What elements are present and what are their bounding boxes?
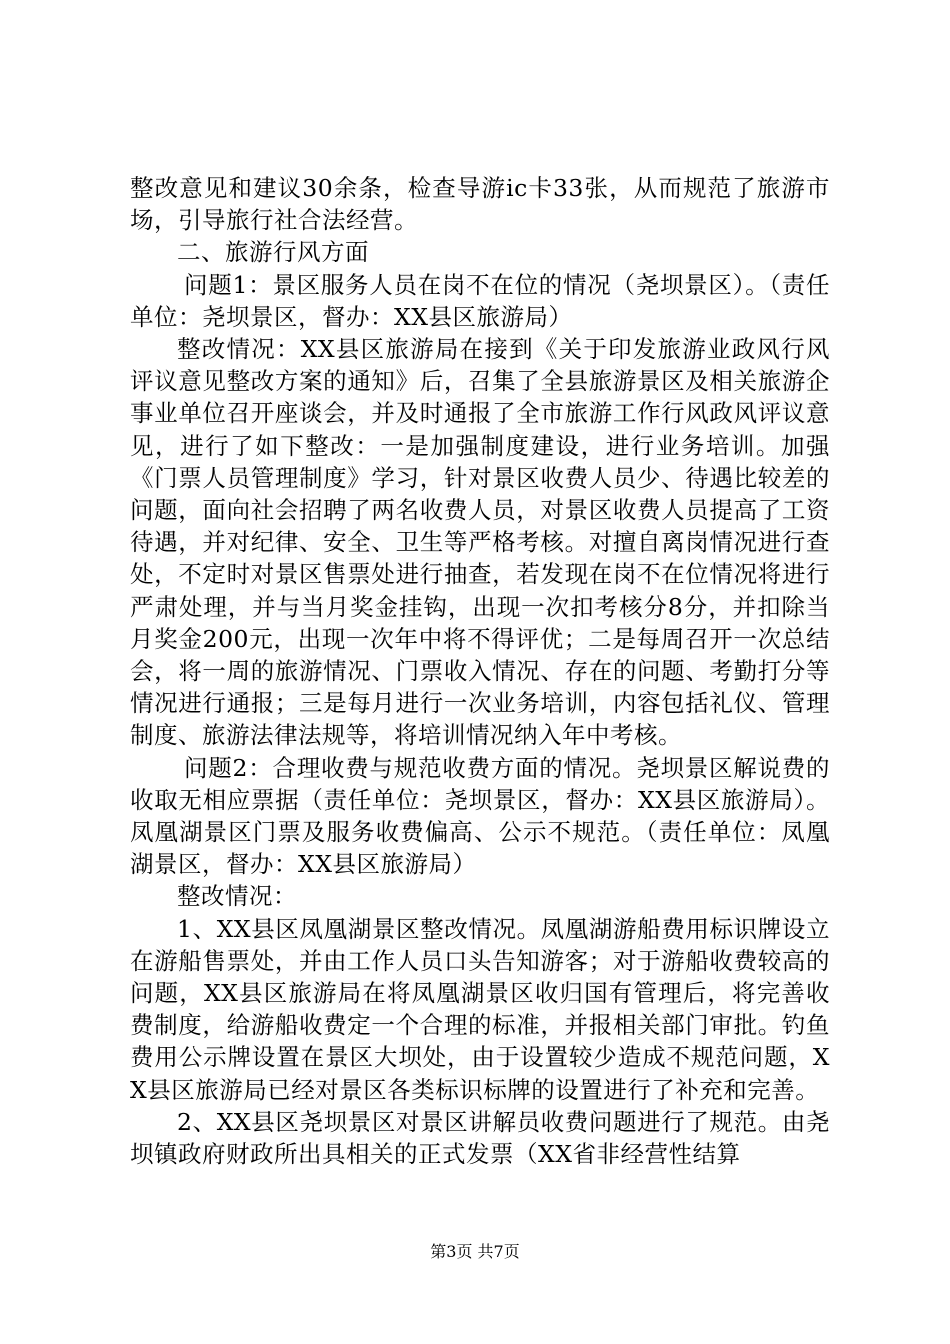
paragraph-item-1: 1、XX县区凤凰湖景区整改情况。凤凰湖游船费用标识牌设立在游船售票处，并由工作人员口头告知游客；对于游船收费较高的问题，XX县区旅游局在将凤凰湖景区收归国有管理后，将完善收费制度，给游船收费定一个合理的标准，并报相关部门审批。钓鱼费用公示牌设置在景区大坝处，由于设置较少造成不规范问题，XX县区旅游局已经对景区各类标识标牌的设置进行了补充和完善。 (130, 914, 830, 1104)
paragraph-issue-1: 问题1：景区服务人员在岗不在位的情况（尧坝景区）。（责任单位：尧坝景区，督办：XX县区旅游局） (130, 270, 830, 331)
paragraph-rectification-1: 整改情况：XX县区旅游局在接到《关于印发旅游业政风行风评议意见整改方案的通知》后，召集了全县旅游景区及相关旅游企事业单位召开座谈会，并及时通报了全市旅游工作行风政风评议意见，进行了如下整改：一是加强制度建设，进行业务培训。加强《门票人员管理制度》学习，针对景区收费人员少、待遇比较差的问题，面向社会招聘了两名收费人员，对景区收费人员提高了工资待遇，并对纪律、安全、卫生等严格考核。对擅自离岗情况进行查处，不定时对景区售票处进行抽查，若发现在岗不在位情况将进行严肃处理，并与当月奖金挂钩，出现一次扣考核分8分，并扣除当月奖金200元，出现一次年中将不得评优；二是每周召开一次总结会，将一周的旅游情况、门票收入情况、存在的问题、考勤打分等情况进行通报；三是每月进行一次业务培训，内容包括礼仪、管理制度、旅游法律法规等，将培训情况纳入年中考核。 (130, 335, 830, 750)
paragraph-item-2: 2、XX县区尧坝景区对景区讲解员收费问题进行了规范。由尧坝镇政府财政所出具相关的正式发票（XX省非经营性结算 (130, 1107, 830, 1169)
page-footer: 第3页 共7页 (430, 1242, 520, 1261)
section-heading: 二、旅游行风方面 (177, 238, 369, 267)
paragraph-rectification-heading: 整改情况： (177, 882, 297, 911)
document-page (130, 172, 830, 1170)
paragraph-issue-2: 问题2：合理收费与规范收费方面的情况。尧坝景区解说费的收取无相应票据（责任单位：尧坝景区，督办：XX县区旅游局）。凤凰湖景区门票及服务收费偏高、公示不规范。（责任单位：凤凰湖景区，督办：XX县区旅游局） (130, 753, 830, 879)
paragraph-continuation: 整改意见和建议30余条，检查导游ic卡33张，从而规范了旅游市场，引导旅行社合法经营。 (130, 174, 830, 235)
